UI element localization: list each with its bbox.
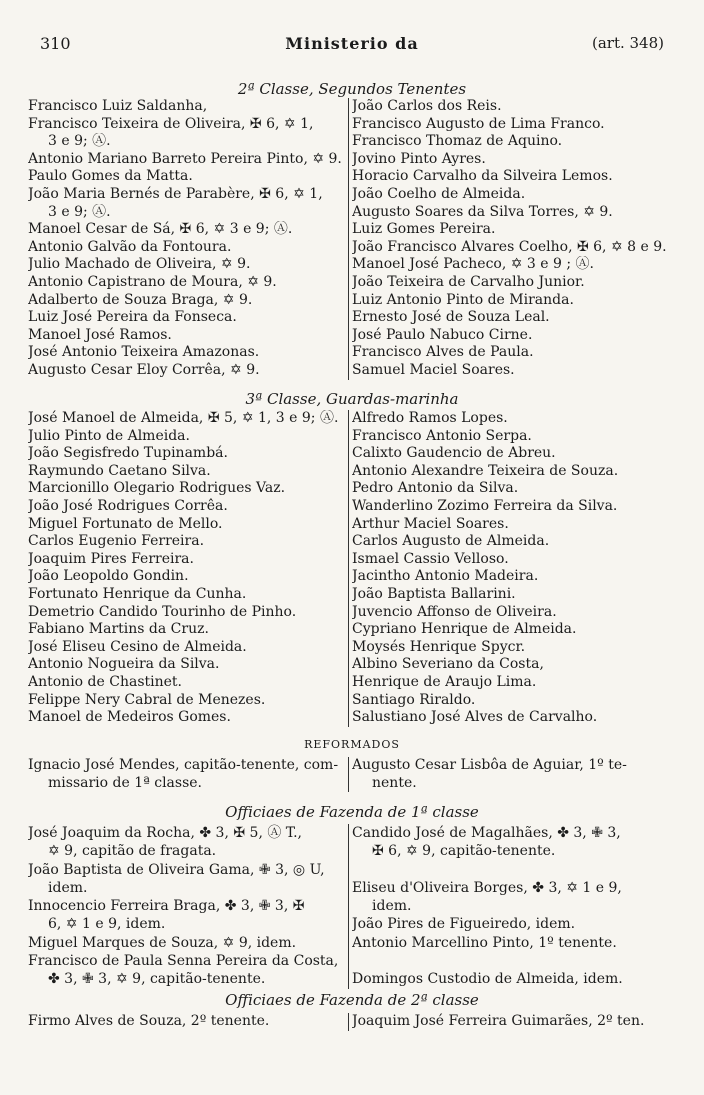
reformados-left-column [28, 757, 344, 792]
list-item: Jacintho Antonio Madeira. [352, 568, 539, 585]
list-item: Francisco Thomaz de Aquino. [352, 133, 563, 150]
list-item: ✠ 6, ✡ 9, capitão-tenente. [372, 843, 556, 860]
fazenda-2a-left-column [28, 1013, 344, 1031]
list-item: Luiz Gomes Pereira. [352, 221, 496, 238]
list-item: João Baptista de Oliveira Gama, ✙ 3, ◎ U, [28, 861, 325, 878]
list-item: João José Rodrigues Corrêa. [28, 497, 228, 514]
list-item: Santiago Riraldo. [352, 691, 476, 708]
list-item: Innocencio Ferreira Braga, ✤ 3, ✙ 3, ✠ [28, 898, 305, 915]
list-item: Manoel Cesar de Sá, ✠ 6, ✡ 3 e 9; Ⓐ. [28, 221, 293, 238]
list-item: Manoel de Medeiros Gomes. [28, 709, 231, 726]
list-item: Manoel José Pacheco, ✡ 3 e 9 ; Ⓐ. [352, 256, 594, 273]
list-item: Jovino Pinto Ayres. [352, 150, 486, 167]
list-item: João Coelho de Almeida. [352, 185, 526, 202]
list-item: ✡ 9, capitão de fragata. [48, 843, 217, 860]
list-item: Ignacio José Mendes, capitão-tenente, com- [28, 757, 339, 773]
list-item: ✤ 3, ✙ 3, ✡ 9, capitão-tenente. [48, 971, 266, 988]
list-item: José Antonio Teixeira Amazonas. [28, 344, 260, 361]
list-item: Francisco Teixeira de Oliveira, ✠ 6, ✡ 1, [28, 115, 314, 132]
list-item: Carlos Eugenio Ferreira. [28, 533, 205, 550]
list-item: Augusto Cesar Lisbôa de Aguiar, 1º te- [352, 757, 627, 773]
list-item: Marcionillo Olegario Rodrigues Vaz. [28, 480, 286, 497]
section-3a-right-column [348, 410, 678, 727]
section-title-reformados: REFORMADOS [304, 738, 400, 751]
list-item: Candido José de Magalhães, ✤ 3, ✙ 3, [352, 825, 621, 841]
list-item: Horacio Carvalho da Silveira Lemos. [352, 168, 613, 185]
list-item: Luiz Antonio Pinto de Miranda. [352, 291, 574, 308]
list-item: Samuel Maciel Soares. [352, 361, 515, 378]
list-item: Raymundo Caetano Silva. [28, 462, 211, 479]
fazenda-1a-right-column [348, 824, 678, 989]
list-item: Antonio Mariano Barreto Pereira Pinto, ✡ 9. [28, 150, 342, 167]
section-title-3a-classe: 3ª Classe, Guardas-marinha [245, 390, 459, 408]
section-title-fazenda-1a: Officiaes de Fazenda de 1ª classe [225, 803, 479, 821]
list-item: idem. [48, 879, 88, 896]
list-item: Carlos Augusto de Almeida. [352, 533, 550, 550]
list-item: Miguel Marques de Souza, ✡ 9, idem. [28, 934, 297, 951]
list-item: Eliseu d'Oliveira Borges, ✤ 3, ✡ 1 e 9, [352, 879, 622, 896]
list-item: Juvencio Affonso de Oliveira. [352, 603, 557, 620]
list-item: Domingos Custodio de Almeida, idem. [352, 971, 623, 988]
list-item: Antonio de Chastinet. [28, 673, 182, 690]
list-item: José Manoel de Almeida, ✠ 5, ✡ 1, 3 e 9; Ⓐ. [28, 410, 339, 426]
list-item: Joaquim José Ferreira Guimarães, 2º ten. [352, 1013, 645, 1029]
list-item: Demetrio Candido Tourinho de Pinho. [28, 603, 297, 620]
list-item: 6, ✡ 1 e 9, idem. [48, 916, 166, 933]
list-item: Augusto Soares da Silva Torres, ✡ 9. [352, 203, 613, 220]
list-item: Alfredo Ramos Lopes. [352, 410, 508, 426]
section-2a-left-column [28, 98, 344, 380]
list-item: João Teixeira de Carvalho Junior. [352, 273, 585, 290]
list-item: João Maria Bernés de Parabère, ✠ 6, ✡ 1, [28, 185, 323, 202]
list-item: João Leopoldo Gondin. [28, 568, 189, 585]
list-item: 3 e 9; Ⓐ. [48, 203, 111, 220]
list-item: Felippe Nery Cabral de Menezes. [28, 691, 266, 708]
list-item: João Baptista Ballarini. [352, 585, 516, 602]
list-item: Adalberto de Souza Braga, ✡ 9. [28, 291, 253, 308]
list-item: José Eliseu Cesino de Almeida. [28, 638, 247, 655]
list-item: João Pires de Figueiredo, idem. [352, 916, 576, 933]
list-item: Antonio Nogueira da Silva. [28, 656, 220, 673]
list-item: Antonio Galvão da Fontoura. [28, 238, 232, 255]
list-item: Henrique de Araujo Lima. [352, 673, 537, 690]
list-item: Wanderlino Zozimo Ferreira da Silva. [352, 497, 618, 514]
list-item: Francisco Alves de Paula. [352, 344, 534, 361]
list-item: 3 e 9; Ⓐ. [48, 133, 111, 150]
reformados-right-column [348, 757, 678, 792]
list-item: Arthur Maciel Soares. [352, 515, 509, 532]
section-title-2a-classe: 2ª Classe, Segundos Tenentes [237, 80, 467, 98]
page-number: 310 [40, 34, 71, 53]
list-item [352, 861, 678, 879]
fazenda-1a-left-column [28, 824, 344, 989]
list-item: Salustiano José Alves de Carvalho. [352, 709, 598, 726]
list-item: missario de 1ª classe. [48, 774, 202, 791]
list-item: Albino Severiano da Costa, [352, 656, 544, 673]
list-item: Francisco de Paula Senna Pereira da Costa, [28, 953, 339, 970]
section-2a-right-column [348, 98, 678, 380]
list-item: Paulo Gomes da Matta. [28, 168, 193, 185]
list-item: Julio Machado de Oliveira, ✡ 9. [28, 256, 251, 273]
list-item: Francisco Augusto de Lima Franco. [352, 115, 605, 132]
list-item: Joaquim Pires Ferreira. [28, 550, 194, 567]
list-item: Ismael Cassio Velloso. [352, 550, 509, 567]
list-item [352, 952, 678, 970]
list-item: nente. [372, 774, 417, 791]
list-item: Fortunato Henrique da Cunha. [28, 585, 247, 602]
list-item: Firmo Alves de Souza, 2º tenente. [28, 1013, 270, 1029]
running-title: Ministerio da [285, 34, 419, 53]
list-item: João Segisfredo Tupinambá. [28, 445, 228, 462]
list-item: Antonio Marcellino Pinto, 1º tenente. [352, 934, 617, 951]
fazenda-2a-right-column [348, 1013, 678, 1031]
list-item: Cypriano Henrique de Almeida. [352, 621, 577, 638]
list-item: João Carlos dos Reis. [352, 98, 502, 114]
list-item: Pedro Antonio da Silva. [352, 480, 519, 497]
list-item: idem. [372, 898, 412, 915]
list-item: Luiz José Pereira da Fonseca. [28, 309, 237, 326]
list-item: Manoel José Ramos. [28, 326, 172, 343]
list-item: Ernesto José de Souza Leal. [352, 309, 550, 326]
list-item: Francisco Antonio Serpa. [352, 427, 532, 444]
section-3a-left-column [28, 410, 344, 727]
section-title-fazenda-2a: Officiaes de Fazenda de 2ª classe [225, 991, 479, 1009]
list-item: Miguel Fortunato de Mello. [28, 515, 223, 532]
list-item: Julio Pinto de Almeida. [28, 427, 190, 444]
list-item: João Francisco Alvares Coelho, ✠ 6, ✡ 8 e 9. [352, 238, 667, 255]
list-item: Antonio Alexandre Teixeira de Souza. [352, 462, 619, 479]
list-item: Calixto Gaudencio de Abreu. [352, 445, 556, 462]
list-item: Francisco Luiz Saldanha, [28, 98, 208, 114]
list-item: Moysés Henrique Spycr. [352, 638, 526, 655]
list-item: José Paulo Nabuco Cirne. [352, 326, 533, 343]
list-item: Antonio Capistrano de Moura, ✡ 9. [28, 273, 277, 290]
list-item: Fabiano Martins da Cruz. [28, 621, 209, 638]
list-item: Augusto Cesar Eloy Corrêa, ✡ 9. [28, 361, 260, 378]
article-reference: (art. 348) [591, 34, 664, 52]
list-item: José Joaquim da Rocha, ✤ 3, ✠ 5, Ⓐ T., [28, 825, 302, 841]
page-header [40, 34, 664, 56]
